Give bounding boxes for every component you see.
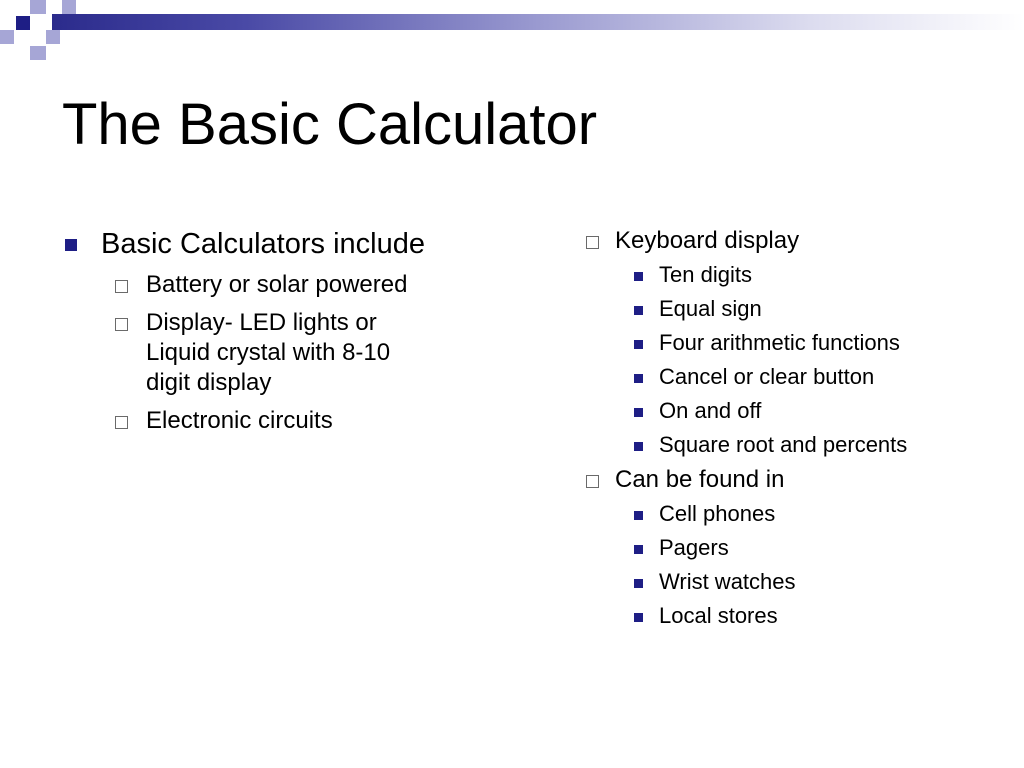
square-bullet-icon <box>634 272 643 281</box>
bullet-text: Liquid crystal with 8-10 <box>146 339 391 366</box>
bullet-text: Ten digits <box>659 262 752 287</box>
decor-square <box>30 46 46 60</box>
bullet-text: Battery or solar powered <box>146 271 408 298</box>
square-bullet-icon <box>634 613 643 622</box>
bullet-text: Basic Calculators include <box>101 228 425 260</box>
header-decoration <box>0 0 1024 62</box>
list-item <box>585 500 1005 527</box>
bullet-text: Keyboard display <box>615 227 800 254</box>
gradient-bar <box>52 14 1024 30</box>
bullet-text: Square root and percents <box>659 432 908 457</box>
square-bullet-icon <box>634 511 643 520</box>
bullet-text: Display- LED lights or <box>146 309 377 336</box>
slide-title: The Basic Calculator <box>62 92 598 157</box>
bullet-text: On and off <box>659 398 762 423</box>
bullet-text: Equal sign <box>659 296 762 321</box>
list-item <box>585 568 1005 595</box>
list-item <box>585 226 1005 256</box>
list-item <box>585 295 1005 322</box>
list-item <box>585 397 1005 424</box>
bullet-text: Cancel or clear button <box>659 364 875 389</box>
list-item <box>585 363 1005 390</box>
bullet-text: Electronic circuits <box>146 407 333 434</box>
square-bullet-icon <box>634 579 643 588</box>
square-bullet-icon <box>634 374 643 383</box>
hollow-square-bullet-icon <box>115 280 128 293</box>
list-item <box>585 329 1005 356</box>
bullet-text: Four arithmetic functions <box>659 330 900 355</box>
decor-square <box>0 30 14 44</box>
square-bullet-icon <box>634 408 643 417</box>
bullet-text: Cell phones <box>659 501 776 526</box>
left-column <box>62 226 502 436</box>
decor-square <box>46 30 60 44</box>
decor-square <box>16 16 30 30</box>
bullet-text: Pagers <box>659 535 729 560</box>
hollow-square-bullet-icon <box>115 416 128 429</box>
list-item <box>585 431 1005 458</box>
list-item <box>62 226 502 262</box>
bullet-text: digit display <box>146 369 272 396</box>
hollow-square-bullet-icon <box>586 236 599 249</box>
list-item <box>62 406 502 436</box>
decor-square <box>62 0 76 14</box>
list-item <box>585 534 1005 561</box>
square-bullet-icon <box>634 306 643 315</box>
square-bullet-icon <box>65 239 77 251</box>
square-bullet-icon <box>634 442 643 451</box>
square-bullet-icon <box>634 545 643 554</box>
list-item <box>585 261 1005 288</box>
hollow-square-bullet-icon <box>115 318 128 331</box>
list-item <box>62 270 502 300</box>
right-column <box>585 226 1005 629</box>
list-item <box>585 602 1005 629</box>
hollow-square-bullet-icon <box>586 475 599 488</box>
decor-square <box>30 0 46 14</box>
bullet-text: Wrist watches <box>659 569 796 594</box>
list-item <box>585 465 1005 495</box>
list-item <box>62 308 502 398</box>
bullet-text: Local stores <box>659 603 778 628</box>
bullet-text: Can be found in <box>615 466 785 493</box>
square-bullet-icon <box>634 340 643 349</box>
